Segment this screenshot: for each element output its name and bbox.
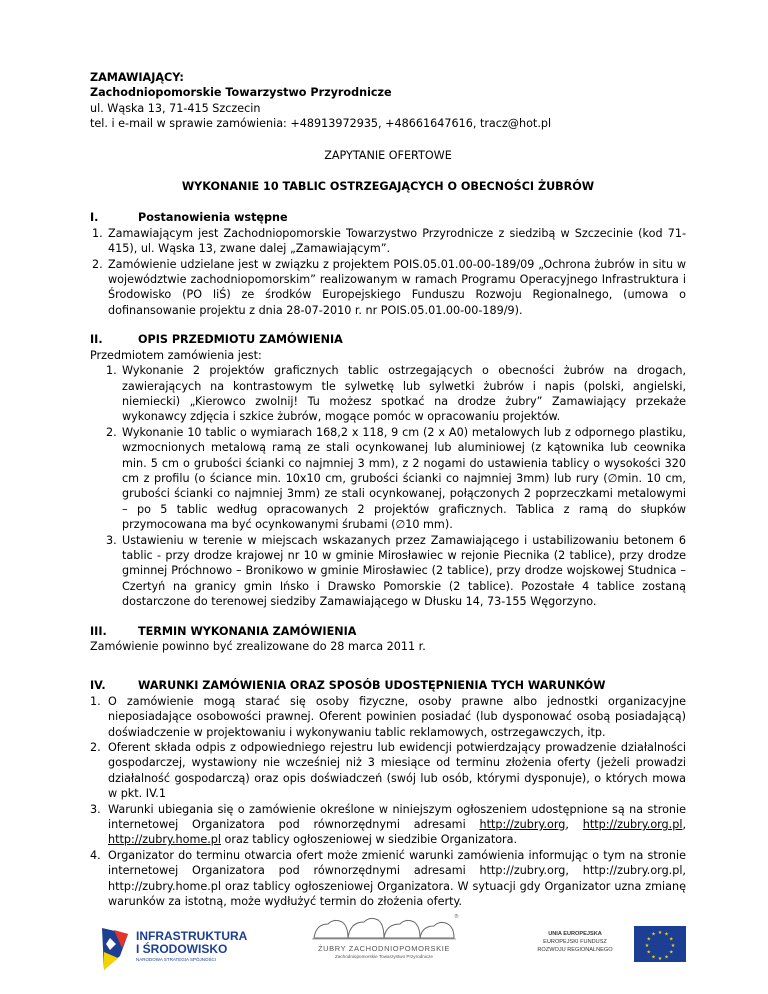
nss-emblem-icon xyxy=(100,926,130,972)
section-4-heading xyxy=(90,678,686,693)
svg-text:★: ★ xyxy=(657,930,663,936)
section-3-text: Zamówienie powinno być zrealizowane do 28 marca 2011 r. xyxy=(90,640,426,653)
svg-text:★: ★ xyxy=(651,931,656,938)
list-item-text: Organizator do terminu otwarcia ofert może zmienić warunki zamówienia informując o tym na stronie internetowej Organizatora pod równorzędnymi adresami http://zubry.org, http://zubry.org.pl, http://zubry.home.pl oraz tablicy ogłoszeniowej Organizatora. W sytuacji gdy Organizator uzna zmianę warunków za istotną, może wydłużyć termin do złożenia oferty. xyxy=(108,848,686,909)
list-item: 3. Warunki ubiegania się o zamówienie określone w niniejszym ogłoszeniem udostępnione są na stronie internetowej Organizatora pod równorzędnymi adresami http://zubry.org, http://zubry.org.pl, http://zubry.home.pl oraz tablicy ogłoszeniowej w siedzibie Organizatora. xyxy=(90,802,686,847)
list-item: 2. Zamówienie udzielane jest w związku z projektem POIS.05.01.00-00-189/09 „Ochrona żubrów in situ w województwie zachodniopomorskim” realizowanym w ramach Programu Operacyjnego Infrastruktura i Środowisko (PO IiŚ) ze środków Europejskiego Funduszu Rozwoju Regionalnego, (umowa o dofinansowanie projektu z dnia 28-07-2010 r. nr POIS.05.01.00-00-189/9). xyxy=(92,257,686,317)
eu-flag-icon xyxy=(634,926,686,962)
section-2-heading xyxy=(90,332,686,347)
list-item: 1. O zamówienie mogą starać się osoby fizyczne, osoby prawne albo jednostki organizacyjne nieposiadające osobowości prawnej. Oferent powinien posiadać (lub dysponować osobą posiadającą) doświadczenie w projektowaniu i wykonywaniu tablic reklamowych, ostrzegawczych, itp. xyxy=(90,694,686,739)
document-body xyxy=(90,70,686,910)
infra-logo-sub: NARODOWA STRATEGIA SPÓJNOŚCI xyxy=(136,957,217,962)
svg-text:★: ★ xyxy=(644,943,650,949)
orderer-name: Zachodniopomorskie Towarzystwo Przyrodnicze xyxy=(90,86,392,100)
list-item-text: Ustawieniu w terenie w miejscach wskazanych przez Zamawiającego i ustabilizowaniu betonem 6 tablic - przy drodze krajowej nr 10 w gminie Mirosławiec w rejonie Piecnika (2 tablice), przy drodze gminnej Próchnowo – Bronikowo w gminie Mirosławiec (2 tablice), przy drodze wojskowej Studnica – Czertyń na granicy gmin Ińsko i Drawsko Pomorskie (2 tablice). Pozostałe 4 tablice zostaną dostarczone do terenowej siedziby Zamawiającego w Dłusku 14, 73-155 Węgorzyno. xyxy=(122,533,686,609)
zubry-logo xyxy=(306,912,462,972)
section-title: Postanowienia wstępne xyxy=(138,211,288,225)
section-1-heading xyxy=(90,210,686,225)
eu-logo-line1: UNIA EUROPEJSKA xyxy=(548,931,602,937)
list-item-text: Oferent składa odpis z odpowiedniego rejestru lub ewidencji potwierdzający prowadzenie działalności gospodarczej, wystawiony nie wcześniej niż 3 miesiące od terminu złożenia oferty (jeżeli prowadzi działalność gospodarczą) oraz opis doświadczeń (swój lub osób, którymi dysponuje), o których mowa w pkt. IV.1 xyxy=(108,741,686,801)
list-item-text: Zamawiającym jest Zachodniopomorskie Towarzystwo Przyrodnicze z siedzibą w Szczecinie (kod 71-415), ul. Wąska 13, zwane dalej „Zamawiającym”. xyxy=(108,226,686,256)
separator: , xyxy=(565,818,583,832)
svg-text:★: ★ xyxy=(669,949,674,956)
section-number: II. xyxy=(90,333,103,347)
section-2-intro: Przedmiotem zamówienia jest: xyxy=(90,348,262,362)
separator: , xyxy=(682,818,686,832)
bison-herd-icon xyxy=(308,912,458,942)
list-item: 2. Wykonanie 10 tablic o wymiarach 168,2 x 118, 9 cm (2 x A0) metalowych lub z odpornego plastiku, wzmocnionych metalową ramą ze stali ocynkowanej lub aluminiowej (z kątownika lub ceownika min. 5 cm o grubości ścianki co najmniej 3 mm), z 2 nogami do ustawienia tablicy o wysokości 320 cm z profilu (o ściance min. 10x10 cm, grubości ścianki co najmniej 3mm) lub rury (∅min. 10 cm, grubości ścianki co najmniej 3mm) ze stali ocynkowanej, połączonych 2 poprzeczkami metalowymi – po 5 tablic według opracowanych 2 projektów graficznych. Tablica z ramą do słupków przymocowana ma być ocynkowanymi śrubami (∅10 mm). xyxy=(106,425,686,532)
svg-text:★: ★ xyxy=(664,931,669,938)
infra-logo-line2: I ŚRODOWISKO xyxy=(136,942,228,956)
infra-logo-line1: INFRASTRUKTURA xyxy=(136,929,248,943)
section-number: III. xyxy=(90,624,107,638)
svg-text:★: ★ xyxy=(646,949,651,956)
section-title: WARUNKI ZAMÓWIENIA ORAZ SPOSÓB UDOSTĘPNIENIA TYCH WARUNKÓW xyxy=(138,679,606,693)
orderer-contact: tel. i e-mail w sprawie zamówienia: +48913972935, +48661647616, tracz@hot.pl xyxy=(90,117,552,131)
link-zubry-org-pl[interactable]: http://zubry.org.pl xyxy=(582,818,683,832)
eu-logo xyxy=(520,926,690,966)
list-item-text: Wykonanie 10 tablic o wymiarach 168,2 x 118, 9 cm (2 x A0) metalowych lub z odpornego plastiku, wzmocnionych metalową ramą ze stali ocynkowanej lub aluminiowej (z kątownika lub ceownika min. 5 cm o grubości ścianki co najmniej 3 mm), z 2 nogami do ustawienia tablicy o wysokości 320 cm z profilu (o ściance min. 10x10 cm, grubości ścianki co najmniej 3mm) lub rury (∅min. 10 cm, grubości ścianki co najmniej 3mm) ze stali ocynkowanej, połączonych 2 poprzeczkami metalowymi – po 5 tablic według opracowanych 2 projektów graficznych. Tablica z ramą do słupków przymocowana ma być ocynkowanymi śrubami (∅10 mm). xyxy=(122,425,686,532)
zubry-logo-name: ŻUBRY ZACHODNIOPOMORSKIE xyxy=(317,944,451,953)
orderer-label: ZAMAWIAJĄCY: xyxy=(90,71,184,84)
svg-text:★: ★ xyxy=(670,943,676,949)
svg-text:★: ★ xyxy=(669,936,674,943)
section-number: IV. xyxy=(90,679,106,693)
document-title: WYKONANIE 10 TABLIC OSTRZEGAJĄCYCH O OBECNOŚCI ŻUBRÓW xyxy=(181,180,595,194)
list-item-text: Wykonanie 2 projektów graficznych tablic ostrzegających o obecności żubrów na drogach, zawierających na kontrastowym tle sylwetkę lub sylwetki żubrów i napis (polski, angielski, niemiecki) „Kierowco zwolnij! Tu możesz spotkać na drodze żubry” Zamawiający przekaże wykonawcy zdjęcia i szkice żubrów, mogące pomóc w opracowaniu projektów. xyxy=(122,364,686,424)
link-zubry-org[interactable]: http://zubry.org xyxy=(479,818,566,832)
list-item-text: O zamówienie mogą starać się osoby fizyczne, osoby prawne albo jednostki organizacyjne nieposiadające osobowości prawnej. Oferent powinien posiadać (lub dysponować osobą posiadającą) doświadczenie w projektowaniu i wykonywaniu tablic reklamowych, ostrzegawczych, itp. xyxy=(108,694,686,739)
list-item: 1. Zamawiającym jest Zachodniopomorskie Towarzystwo Przyrodnicze z siedzibą w Szczecinie (kod 71-415), ul. Wąska 13, zwane dalej „Zamawiającym”. xyxy=(92,226,686,256)
eu-logo-line2: EUROPEJSKI FUNDUSZ xyxy=(543,939,607,945)
list-item: 2. Oferent składa odpis z odpowiedniego rejestru lub ewidencji potwierdzający prowadzenie działalności gospodarczej, wystawiony nie wcześniej niż 3 miesiące od terminu złożenia oferty (jeżeli prowadzi działalność gospodarczą) oraz opis doświadczeń (swój lub osób, którymi dysponuje), o których mowa w pkt. IV.1 xyxy=(90,741,686,801)
document-type: ZAPYTANIE OFERTOWE xyxy=(324,148,452,162)
section-title: TERMIN WYKONANIA ZAMÓWIENIA xyxy=(138,624,357,638)
infrastruktura-logo xyxy=(100,924,250,976)
zubry-logo-sub: Zachodniopomorskie Towarzystwo Przyrodnicze xyxy=(335,954,433,959)
list-item-text: Zamówienie udzielane jest w związku z projektem POIS.05.01.00-00-189/09 „Ochrona żubrów in situ w województwie zachodniopomorskim” realizowanym w ramach Programu Operacyjnego Infrastruktura i Środowisko (PO IiŚ) ze środków Europejskiego Funduszu Rozwoju Regionalnego, (umowa o dofinansowanie projektu z dnia 28-07-2010 r. nr POIS.05.01.00-00-189/9). xyxy=(108,257,686,317)
svg-text:★: ★ xyxy=(646,936,651,943)
section-3-heading xyxy=(90,624,686,639)
list-item-text xyxy=(108,802,686,848)
svg-text:★: ★ xyxy=(657,956,663,962)
section-title: OPIS PRZEDMIOTU ZAMÓWIENIA xyxy=(138,333,343,347)
footer-logos xyxy=(0,902,768,972)
link-zubry-home-pl[interactable]: http://zubry.home.pl xyxy=(108,833,221,847)
list-item: 1. Wykonanie 2 projektów graficznych tablic ostrzegających o obecności żubrów na drogach, zawierających na kontrastowym tle sylwetkę lub sylwetki żubrów i napis (polski, angielski, niemiecki) „Kierowco zwolnij! Tu możesz spotkać na drodze żubry” Zamawiający przekaże wykonawcy zdjęcia i szkice żubrów, mogące pomóc w opracowaniu projektów. xyxy=(106,364,686,424)
list-item: 3. Ustawieniu w terenie w miejscach wskazanych przez Zamawiającego i ustabilizowaniu betonem 6 tablic - przy drodze krajowej nr 10 w gminie Mirosławiec w rejonie Piecnika (2 tablice), przy drodze gminnej Próchnowo – Bronikowo w gminie Mirosławiec (2 tablice), przy drodze wojskowej Studnica – Czertyń na granicy gmin Ińsko i Drawsko Pomorskie (2 tablice). Pozostałe 4 tablice zostaną dostarczone do terenowej siedziby Zamawiającego w Dłusku 14, 73-155 Węgorzyno. xyxy=(106,533,686,609)
svg-text:®: ® xyxy=(454,914,459,920)
svg-text:★: ★ xyxy=(651,954,656,961)
orderer-address: ul. Wąska 13, 71-415 Szczecin xyxy=(90,101,261,115)
svg-text:★: ★ xyxy=(664,954,669,961)
list-item-text-part: oraz tablicy ogłoszeniowej w siedzibie Organizatora. xyxy=(221,833,518,847)
list-item: 4. Organizator do terminu otwarcia ofert może zmienić warunki zamówienia informując o tym na stronie internetowej Organizatora pod równorzędnymi adresami http://zubry.org, http://zubry.org.pl, http://zubry.home.pl oraz tablicy ogłoszeniowej Organizatora. W sytuacji gdy Organizator uzna zmianę warunków za istotną, może wydłużyć termin do złożenia oferty. xyxy=(90,848,686,909)
section-number: I. xyxy=(90,211,99,225)
eu-logo-line3: ROZWOJU REGIONALNEGO xyxy=(537,947,613,953)
list-item-text-part: Warunki ubiegania się o zamówienie określone w niniejszym ogłoszeniem udostępnione są na stronie internetowej Organizatora pod równorzędnymi adresami xyxy=(108,802,686,832)
